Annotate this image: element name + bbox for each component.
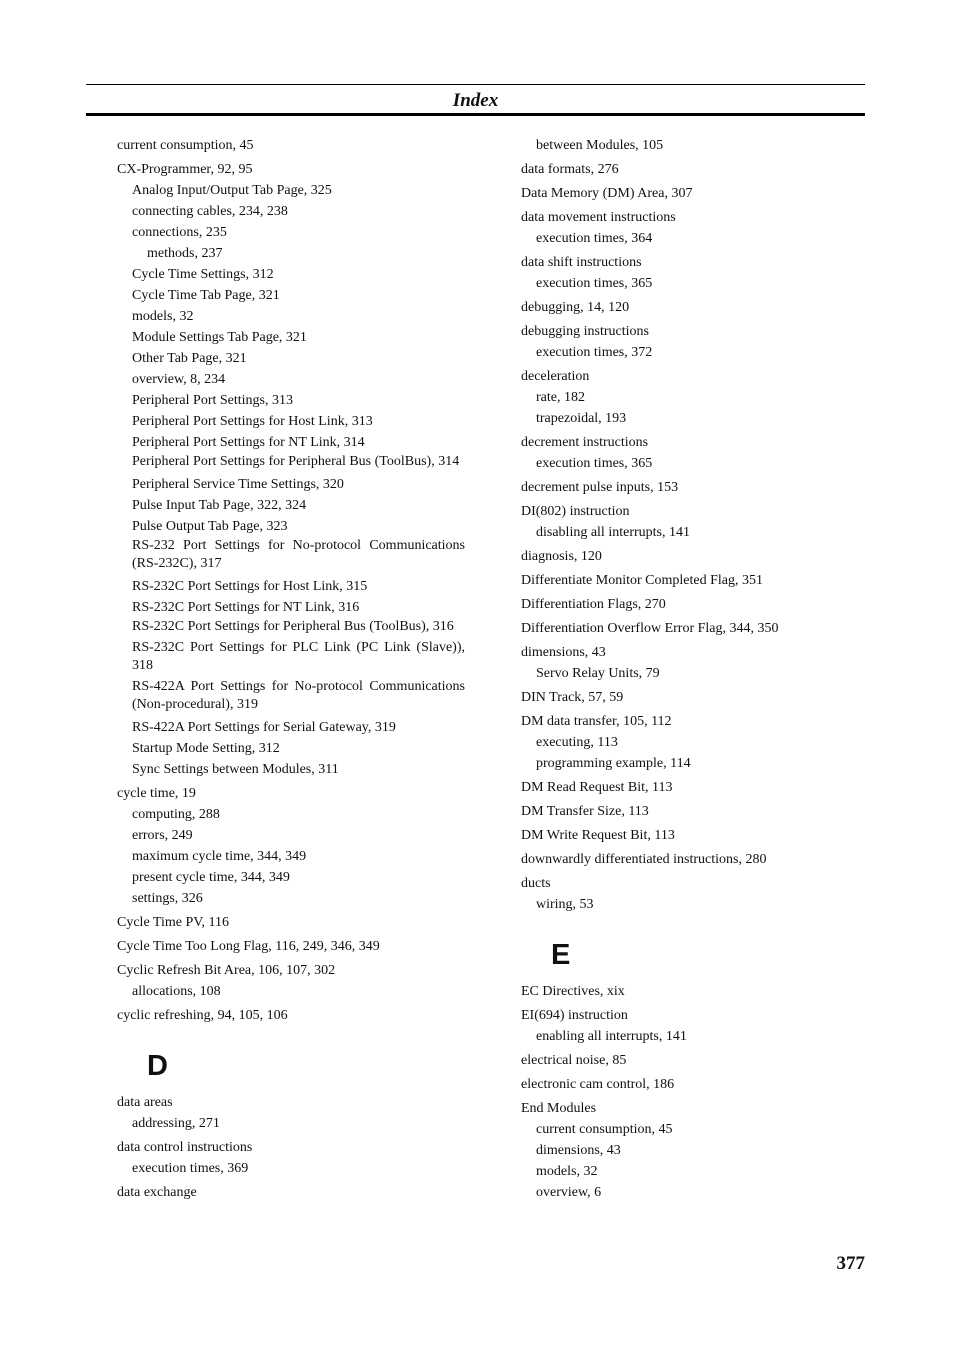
index-subsubentry: methods, 237	[147, 246, 223, 261]
index-entry: EI(694) instruction	[521, 1008, 628, 1023]
index-entry: deceleration	[521, 369, 590, 384]
section-letter: D	[147, 1050, 168, 1082]
index-column-left	[117, 135, 465, 1203]
index-entry: cyclic refreshing, 94, 105, 106	[117, 1008, 288, 1023]
index-subentry: execution times, 372	[536, 345, 653, 360]
index-subentry: Cycle Time Settings, 312	[132, 267, 274, 282]
index-subentry: errors, 249	[132, 828, 193, 843]
index-subentry: RS-232 Port Settings for No-protocol Communications (RS-232C), 317	[132, 538, 465, 571]
index-subentry: Peripheral Port Settings for Peripheral Bus (ToolBus), 314	[132, 454, 460, 469]
index-subentry: between Modules, 105	[536, 138, 664, 153]
index-subentry: Other Tab Page, 321	[132, 351, 247, 366]
index-subentry: Pulse Output Tab Page, 323	[132, 519, 288, 534]
index-subentry: disabling all interrupts, 141	[536, 525, 690, 540]
index-entry: Cyclic Refresh Bit Area, 106, 107, 302	[117, 963, 336, 978]
index-subentry: execution times, 364	[536, 231, 653, 246]
index-entry: data areas	[117, 1095, 173, 1110]
index-subentry: RS-232C Port Settings for PLC Link (PC Link (Slave)), 318	[132, 640, 465, 673]
index-subentry: execution times, 369	[132, 1161, 249, 1176]
index-entry: DM data transfer, 105, 112	[521, 714, 672, 729]
index-subentry: Pulse Input Tab Page, 322, 324	[132, 498, 307, 513]
index-subentry: connections, 235	[132, 225, 227, 240]
header-top-rule	[86, 84, 865, 85]
page-title: Index	[452, 90, 499, 111]
index-entry: decrement instructions	[521, 435, 649, 450]
index-entry: Differentiate Monitor Completed Flag, 351	[521, 573, 763, 588]
index-entry: Data Memory (DM) Area, 307	[521, 186, 693, 201]
section-letter: E	[551, 939, 571, 971]
index-entry: debugging, 14, 120	[521, 300, 630, 315]
index-subentry: rate, 182	[536, 390, 585, 405]
index-subentry: allocations, 108	[132, 984, 221, 999]
index-subentry: Startup Mode Setting, 312	[132, 741, 280, 756]
index-entry: Differentiation Overflow Error Flag, 344, 350	[521, 621, 779, 636]
index-subentry: Peripheral Port Settings, 313	[132, 393, 293, 408]
index-subentry: overview, 8, 234	[132, 372, 226, 387]
index-entry: DI(802) instruction	[521, 504, 630, 519]
index-subentry: connecting cables, 234, 238	[132, 204, 288, 219]
index-subentry: Peripheral Port Settings for NT Link, 314	[132, 435, 365, 450]
index-entry: Cycle Time PV, 116	[117, 915, 230, 930]
index-subentry: current consumption, 45	[536, 1122, 673, 1137]
index-entry: dimensions, 43	[521, 645, 606, 660]
index-subentry: RS-422A Port Settings for Serial Gateway, 319	[132, 720, 396, 735]
index-subentry: RS-232C Port Settings for Host Link, 315	[132, 579, 368, 594]
index-subentry: computing, 288	[132, 807, 220, 822]
index-subentry: programming example, 114	[536, 756, 691, 771]
index-entry: CX-Programmer, 92, 95	[117, 162, 253, 177]
index-subentry: Servo Relay Units, 79	[536, 666, 660, 681]
index-entry: End Modules	[521, 1101, 597, 1116]
index-entry: electrical noise, 85	[521, 1053, 627, 1068]
index-entry: electronic cam control, 186	[521, 1077, 675, 1092]
index-entry: DM Transfer Size, 113	[521, 804, 649, 819]
index-entry: cycle time, 19	[117, 786, 196, 801]
index-subentry: Analog Input/Output Tab Page, 325	[132, 183, 332, 198]
index-subentry: execution times, 365	[536, 276, 653, 291]
index-entry: debugging instructions	[521, 324, 649, 339]
index-subentry: Cycle Time Tab Page, 321	[132, 288, 280, 303]
index-entry: decrement pulse inputs, 153	[521, 480, 679, 495]
index-entry: DIN Track, 57, 59	[521, 690, 624, 705]
index-subentry: Peripheral Port Settings for Host Link, 313	[132, 414, 373, 429]
index-entry: diagnosis, 120	[521, 549, 602, 564]
page-number: 377	[836, 1253, 865, 1274]
index-entry: data control instructions	[117, 1140, 253, 1155]
index-subentry: RS-232C Port Settings for NT Link, 316	[132, 600, 360, 615]
index-subentry: models, 32	[536, 1164, 598, 1179]
index-subentry: execution times, 365	[536, 456, 653, 471]
index-entry: Cycle Time Too Long Flag, 116, 249, 346, 349	[117, 939, 380, 954]
index-subentry: present cycle time, 344, 349	[132, 870, 290, 885]
index-subentry: wiring, 53	[536, 897, 594, 912]
index-subentry: models, 32	[132, 309, 194, 324]
index-subentry: Sync Settings between Modules, 311	[132, 762, 339, 777]
index-entry: Differentiation Flags, 270	[521, 597, 666, 612]
index-subentry: Module Settings Tab Page, 321	[132, 330, 307, 345]
index-entry: data shift instructions	[521, 255, 642, 270]
index-subentry: enabling all interrupts, 141	[536, 1029, 687, 1044]
index-subentry: trapezoidal, 193	[536, 411, 627, 426]
index-entry: data formats, 276	[521, 162, 619, 177]
index-subentry: Peripheral Service Time Settings, 320	[132, 477, 344, 492]
index-column-right	[521, 135, 821, 1203]
index-entry: data exchange	[117, 1185, 197, 1200]
index-entry: data movement instructions	[521, 210, 676, 225]
index-subentry: overview, 6	[536, 1185, 602, 1200]
index-entry: DM Read Request Bit, 113	[521, 780, 673, 795]
index-subentry: dimensions, 43	[536, 1143, 621, 1158]
index-subentry: maximum cycle time, 344, 349	[132, 849, 307, 864]
index-subentry: settings, 326	[132, 891, 203, 906]
index-subentry: executing, 113	[536, 735, 618, 750]
index-entry: EC Directives, xix	[521, 984, 625, 999]
index-subentry: RS-422A Port Settings for No-protocol Communications (Non-procedural), 319	[132, 679, 465, 712]
index-entry: current consumption, 45	[117, 138, 254, 153]
index-entry: ducts	[521, 876, 551, 891]
index-entry: DM Write Request Bit, 113	[521, 828, 675, 843]
index-subentry: RS-232C Port Settings for Peripheral Bus (ToolBus), 316	[132, 619, 454, 634]
index-subentry: addressing, 271	[132, 1116, 220, 1131]
index-entry: downwardly differentiated instructions, 280	[521, 852, 767, 867]
header-bottom-rule	[86, 113, 865, 116]
